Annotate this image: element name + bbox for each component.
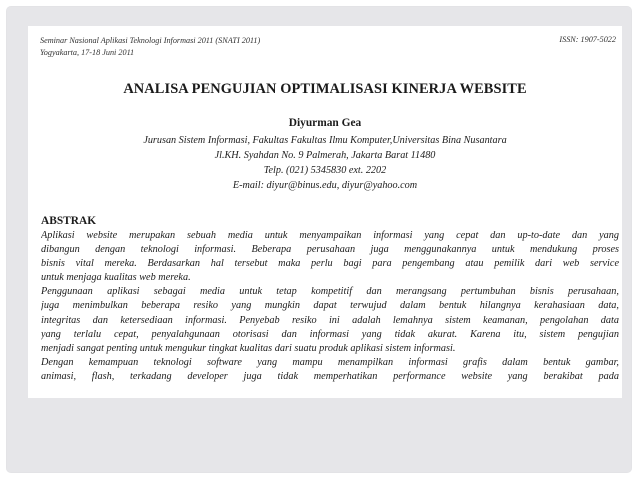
issn-label: ISSN: 1907-5022 — [559, 35, 616, 44]
affiliation-address: Jl.KH. Syahdan No. 9 Palmerah, Jakarta Barat 11480 — [214, 150, 436, 161]
abstract-line: bisnis vital mereka. Berdasarkan hal tersebut maka perlu bagi para pengembang atau pemilik dari web service — [41, 258, 619, 270]
conference-header — [40, 35, 260, 58]
conference-name: Seminar Nasional Aplikasi Teknologi Informasi 2011 (SNATI 2011) — [40, 36, 261, 45]
affiliation-department: Jurusan Sistem Informasi, Fakultas Fakultas Ilmu Komputer,Universitas Bina Nusantara — [143, 135, 507, 146]
abstract-line: juga menimbulkan beberapa resiko yang mungkin dapat terwujud dalam bentuk hilangnya kerahasiaan data, — [41, 300, 619, 312]
abstract-line: Penggunaan aplikasi sebagai media untuk tetap kompetitif dan merangsang pertumbuhan bisnis perusahaan, — [41, 286, 619, 298]
affiliation-phone: Telp. (021) 5345830 ext. 2202 — [263, 165, 387, 176]
abstract-line: dibangun dengan teknologi informasi. Beberapa perusahaan juga menggunakannya untuk mendukung proses — [41, 244, 619, 256]
abstract-line: Dengan kemampuan teknologi software yang mampu menampilkan informasi grafis dalam bentuk gambar, — [41, 356, 619, 368]
abstract-body — [41, 229, 619, 384]
abstract-line: yang terlalu cepat, penyalahgunaan otorisasi dan informasi yang tidak akurat. Karena itu, sistem pengujian — [41, 328, 619, 340]
abstract-line: animasi, flash, terkadang developer juga tidak memperhatikan performance website yang berakibat pada — [41, 370, 619, 382]
abstract-line: untuk menjaga kualitas web mereka. — [41, 272, 191, 284]
author-name: Diyurman Gea — [288, 117, 362, 129]
paper-page-image — [28, 26, 622, 398]
abstract-line: Aplikasi website merupakan sebuah media untuk menyampaikan informasi yang cepat dan up-to-date dan yang — [41, 230, 619, 241]
abstract-line: menjadi sangat penting untuk mengukur tingkat kualitas dari suatu produk aplikasi sistem informasi. — [41, 342, 456, 354]
abstract-line: integritas dan ketersediaan informasi. Penyebab resiko ini adalah lemahnya sistem keamanan, pengolahan data — [41, 314, 619, 326]
affiliation-email: E-mail: diyur@binus.edu, diyur@yahoo.com — [232, 180, 418, 191]
abstract-heading: ABSTRAK — [41, 215, 97, 227]
paper-title: ANALISA PENGUJIAN OPTIMALISASI KINERJA WEBSITE — [123, 81, 527, 97]
conference-location-date: Yogyakarta, 17-18 Juni 2011 — [40, 47, 135, 57]
slide-frame — [6, 6, 632, 473]
